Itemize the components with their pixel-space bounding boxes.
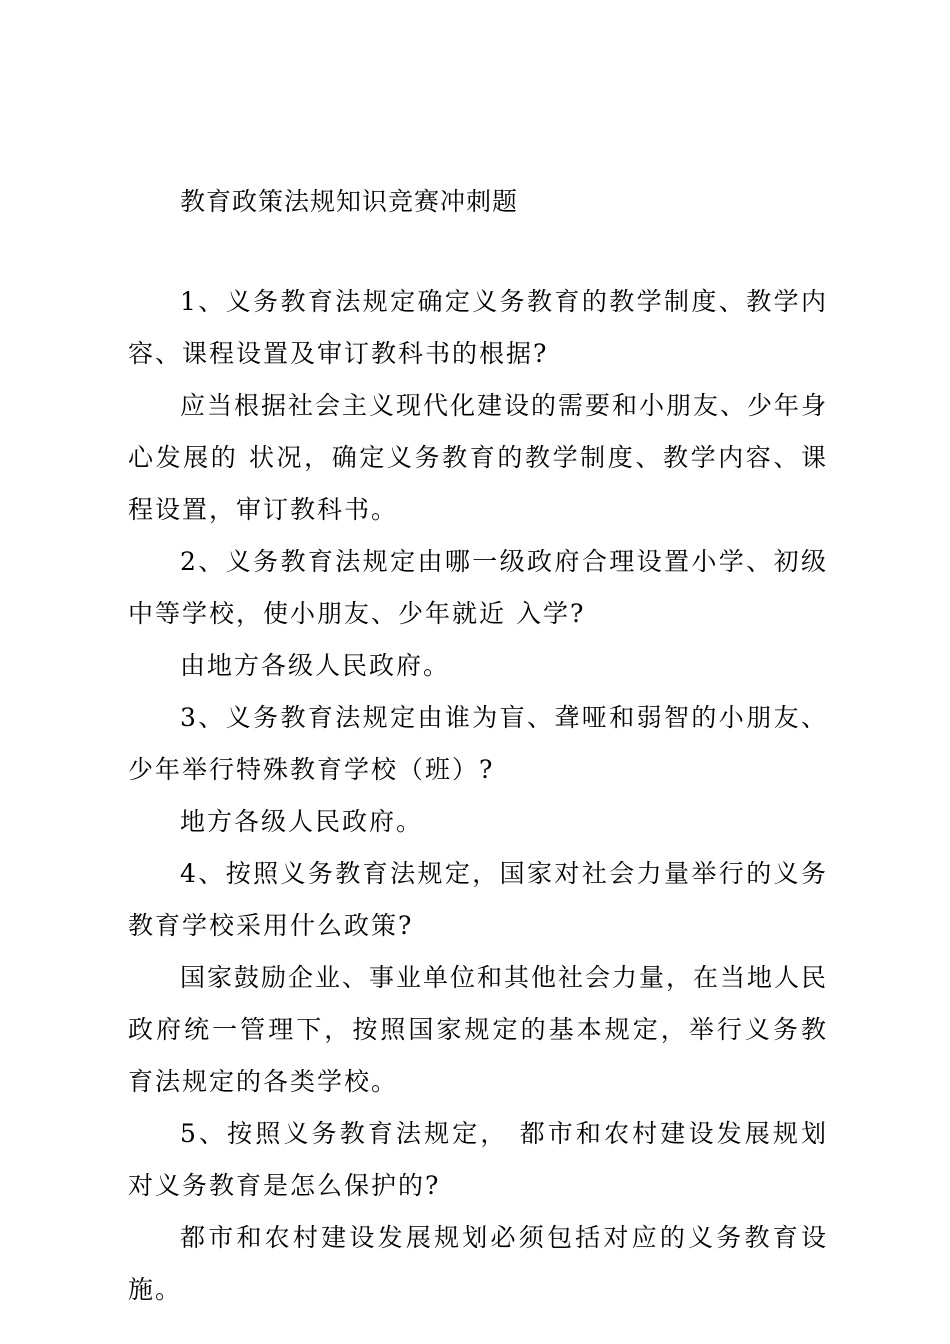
- answer-5: 都市和农村建设发展规划必须包括对应的义务教育设施。: [128, 1223, 828, 1304]
- question-5: 5、按照义务教育法规定， 都市和农村建设发展规划对义务教育是怎么保护的?: [128, 1119, 828, 1200]
- document-body: [128, 276, 828, 1316]
- question-3: 3、义务教育法规定由谁为盲、聋哑和弱智的小朋友、少年举行特殊教育学校（班）?: [128, 703, 828, 784]
- question-1: 1、义务教育法规定确定义务教育的教学制度、教学内容、课程设置及审订教科书的根据?: [128, 287, 828, 368]
- answer-2: 由地方各级人民政府。: [180, 651, 451, 680]
- question-2: 2、义务教育法规定由哪一级政府合理设置小学、初级中等学校，使小朋友、少年就近 入学?: [128, 547, 828, 628]
- answer-4: 国家鼓励企业、事业单位和其他社会力量，在当地人民政府统一管理下，按照国家规定的基本规定，举行义务教育法规定的各类学校。: [128, 963, 829, 1096]
- answer-1: 应当根据社会主义现代化建设的需要和小朋友、少年身心发展的 状况，确定义务教育的教学制度、教学内容、课程设置，审订教科书。: [128, 391, 829, 524]
- document-page: [128, 176, 828, 1316]
- question-4: 4、按照义务教育法规定，国家对社会力量举行的义务教育学校采用什么政策?: [128, 859, 828, 940]
- document-title: 教育政策法规知识竞赛冲刺题: [180, 187, 519, 216]
- answer-3: 地方各级人民政府。: [180, 807, 424, 836]
